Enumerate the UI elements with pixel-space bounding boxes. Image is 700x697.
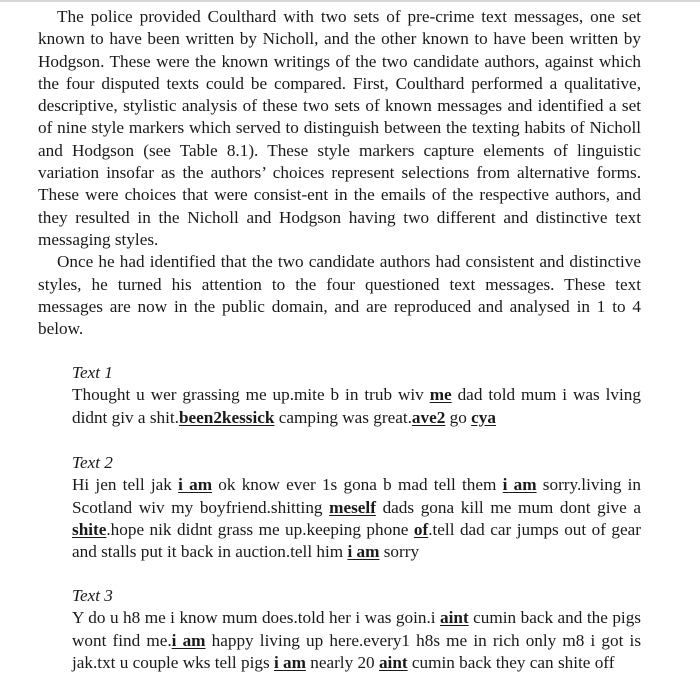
text-message-block [72, 452, 641, 563]
style-marker: been2kessick [178, 407, 275, 427]
text-message: Hi jen tell jak i am ok know ever 1s gona b mad tell them i am sorry.living in Scotland wiv my boyfriend.shitting meself dads gona kill me mum dont give a shite.hope nik didnt grass me up.keeping phone of.tell dad car jumps out of gear and stalls put it back in auction.tell him i am sorry [72, 475, 642, 562]
text-label: Text 1 [72, 363, 113, 382]
style-marker: i am [178, 475, 213, 495]
body-text [38, 6, 641, 340]
text-message: Thought u wer grassing me up.mite b in trub wiv me dad told mum i was lving didnt giv a shit.been2kessick camping was great.ave2 go cya [72, 385, 641, 427]
page-top-rule [0, 0, 700, 2]
style-marker: meself [329, 497, 376, 517]
text-label: Text 2 [72, 453, 113, 472]
paragraph: Once he had identified that the two candidate authors had consistent and distinctive styles, he turned his attention to the four questioned text messages. These text messages are now in the public domain, and are reproduced and analysed in 1 to 4 below. [38, 252, 641, 339]
style-marker: aint [440, 608, 469, 628]
style-marker: cya [471, 407, 496, 427]
style-marker: i am [171, 630, 206, 650]
style-marker: i am [502, 475, 537, 495]
text-label: Text 3 [72, 586, 113, 605]
style-marker: of [413, 519, 429, 539]
style-marker: i am [347, 542, 380, 562]
style-marker: me [429, 385, 452, 405]
text-message-block [72, 362, 641, 429]
style-marker: ave2 [411, 407, 446, 427]
style-marker: aint [378, 652, 408, 672]
style-marker: i am [273, 652, 306, 672]
text-message: Y do u h8 me i know mum does.told her i was goin.i aint cumin back and the pigs wont find me.i am happy living up here.every1 h8s me in rich only m8 i got is jak.txt u couple wks tell pigs i am nearly 20 aint cumin back they can shite off [72, 608, 642, 672]
text-message-block [72, 585, 641, 674]
style-marker: shite [72, 519, 107, 539]
paragraph: The police provided Coulthard with two sets of pre-crime text messages, one set known to have been written by Nicholl, and the other known to have been written by Hodgson. These were the known writings of the two candidate authors, against which the four disputed texts could be compared. First, Coulthard performed a qualitative, descriptive, stylistic analysis of these two sets of known messages and identified a set of nine style markers which served to distinguish between the texting habits of Nicholl and Hodgson (see Table 8.1). These style markers capture elements of linguistic variation insofar as the authors’ choices represent selections from alternative forms. These were choices that were consist-ent in the emails of the respective authors, and they resulted in the Nicholl and Hodgson having two different and distinctive text messaging styles. [38, 7, 641, 249]
